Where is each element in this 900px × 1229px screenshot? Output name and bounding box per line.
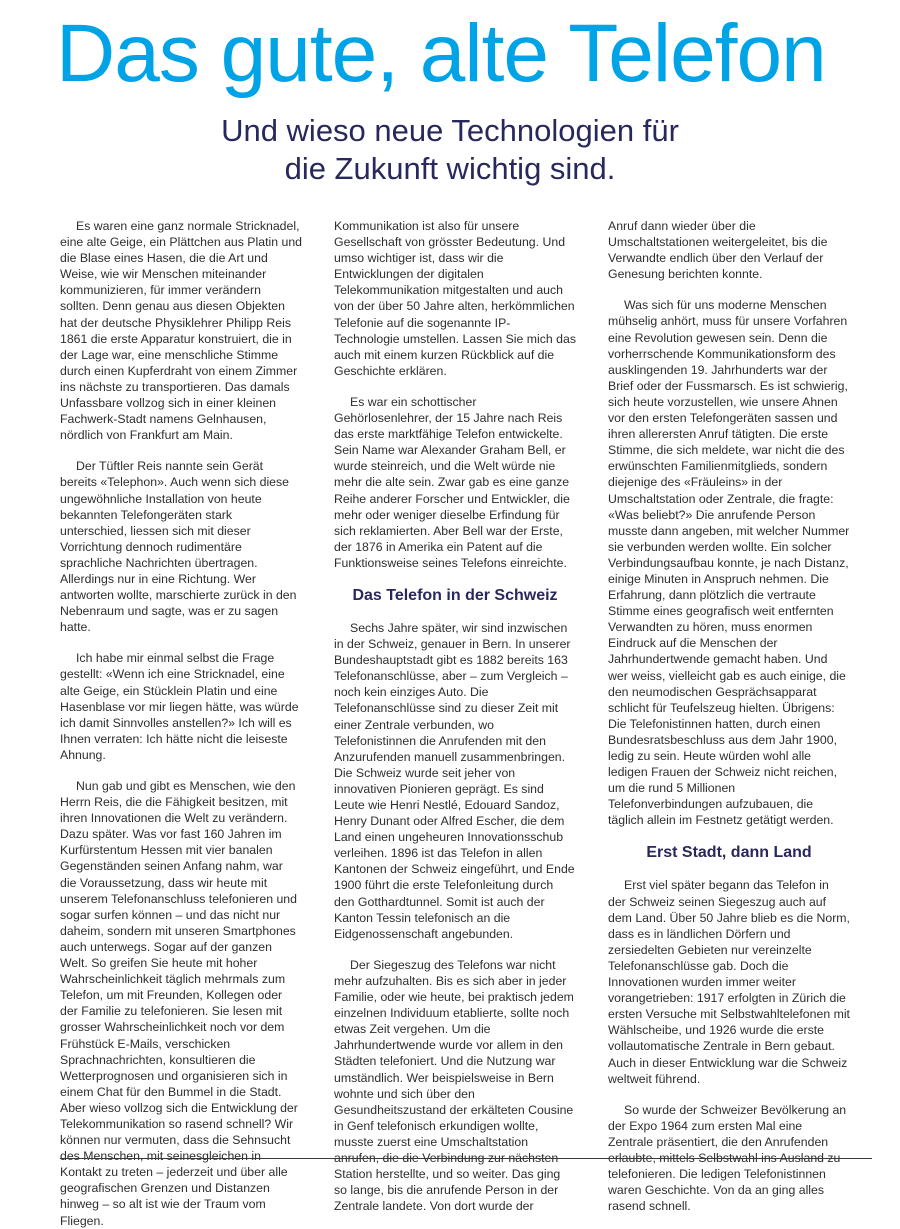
paragraph: So wurde der Schweizer Bevölkerung an der Expo 1964 zum ersten Mal eine Zentrale präsentiert, die den Anrufenden erlaubte, mittels Selbstwahl ins Ausland zu telefonieren. Die ledigen Telefonistinnen waren Geschichte. Von da an ging alles rasend schnell. [608,1102,847,1214]
footer-divider [60,1158,872,1159]
paragraph: Was sich für uns moderne Menschen mühselig anhört, muss für unsere Vorfahren eine Revolution gewesen sein. Denn die vorherrschende Kommunikationsform des ausklingenden 19. Jahrhunderts war der Brief oder der Fussmarsch. Es ist schwierig, sich heute vorzustellen, wie unsere Ahnen vor den ersten Telefongeräten sassen und ihren allerersten Anruf tätigten. Die erste Stimme, die sich meldete, war nicht die des erwünschten Familienmitglieds, sondern diejenige des «Fräuleins» in der Umschaltstation oder Zentrale, die fragte: «Was beliebt?» Die anrufende Person musste dann angeben, mit welcher Nummer sie verbunden werden wollte. Ein solcher Verbindungsaufbau konnte, je nach Distanz, einige Minuten in Anspruch nehmen. Die Erfahrung, dann plötzlich die vertraute Stimme eines geografisch weit entfernten Verwandten zu hören, muss enormen Eindruck auf die Menschen der Jahrhundertwende gemacht haben. Und wer weiss, vielleicht gab es auch einige, die den neumodischen Gesprächsapparat schlicht für Teufelszeug hielten. Übrigens: Die Telefonistinnen hatten, durch einen Bundesratsbeschluss aus dem Jahr 1900, ledig zu sein. Heute würden wohl alle ledigen Frauen der Schweiz nicht reichen, um die rund 5 Millionen Telefonverbindungen aufzubauen, die täglich allein im Festnetz getätigt werden. [608,298,850,828]
article-title: Das gute, alte Telefon [56,8,826,99]
column-2 [334,218,576,1214]
paragraph: Nun gab und gibt es Menschen, wie den Herrn Reis, die die Fähigkeit besitzen, mit ihren Innovationen die Welt zu verändern. Dazu später. Was vor fast 160 Jahren im Kurfürstentum Hessen mit vier banalen Gegenständen seinen Anfang nahm, war die Voraussetzung, dass wir heute mit unserem Telefonanschluss telefonieren und sogar surfen können – und das nicht nur daheim, sondern mit unseren Smartphones auch unterwegs. Sogar auf der ganzen Welt. So greifen Sie heute mit hoher Wahrscheinlichkeit täglich mehrmals zum Telefon, um mit Freunden, Kollegen oder der Familie zu telefonieren. Sie lesen mit grosser Wahrscheinlichkeit noch vor dem Frühstück E-Mails, verschicken Sprachnachrichten, konsultieren die Wetterprognosen und organisieren sich in einem Chat für den Bummel in die Stadt. Aber wieso vollzog sich die Entwicklung der Telekommunikation so rasend schnell? Wir können nur vermuten, dass die Sehnsucht des Menschen, mit seinesgleichen in Kontakt zu treten – jederzeit und über alle geografischen Grenzen und Distanzen hinweg – so alt ist wie der Traum vom Fliegen. [60,779,298,1228]
paragraph: Sechs Jahre später, wir sind inzwischen in der Schweiz, genauer in Bern. In unserer Bundeshauptstadt gibt es 1882 bereits 163 Telefonanschlüsse, aber – zum Vergleich – noch kein einziges Auto. Die Telefonanschlüsse sind zu dieser Zeit mit einer Zentrale verbunden, wo Telefonistinnen die Anrufenden mit den Anzurufenden manuell zusammenbringen. Die Schweiz wurde seit jeher von innovativen Pionieren geprägt. Es sind Leute wie Henri Nestlé, Edouard Sandoz, Henry Dunant oder Alfred Escher, die dem Land einen ungeheuren Innovationsschub verleihen. 1896 ist das Telefon in allen Kantonen der Schweiz eingeführt, und Ende 1900 führt die erste Telefonleitung durch den Gotthardtunnel. Somit ist auch der Kanton Tessin telefonisch an die Eidgenossenschaft angebunden. [334,620,575,941]
paragraph: Der Siegeszug des Telefons war nicht mehr aufzuhalten. Bis es sich aber in jeder Familie, oder wie heute, bei praktisch jedem einzelnen Individuum etablierte, sollte noch etwas Zeit vergehen. Um die Jahrhundertwende wurde vor allem in den Städten telefoniert. Und die Nutzung war umständlich. Wer beispielsweise in Bern wohnte und sich über den Gesundheitszustand der erkälteten Cousine in Genf telefonisch erkundigen wollte, musste zuerst eine Umschaltstation anrufen, die die Verbindung zur nächsten Station herstellte, und so weiter. Das ging so lange, bis die anrufende Person in der Zentrale landete. Von dort wurde der [334,957,574,1214]
section-heading-telefon-schweiz: Das Telefon in der Schweiz [352,586,558,604]
paragraph: Kommunikation ist also für unsere Gesellschaft von grösster Bedeutung. Und umso wichtiger ist, dass wir die Entwicklungen der digitalen Telekommunikation mitgestalten und auch von der über 50 Jahre alten, herkömmlichen Telefonie auf die sogenannte IP-Technologie umstellen. Lassen Sie mich das auch mit einem kurzen Rückblick auf die Geschichte erklären. [334,219,576,378]
section-heading-erst-stadt-dann-land: Erst Stadt, dann Land [646,844,812,862]
subtitle-line-1: Und wieso neue Technologien für [221,113,679,148]
column-3 [608,218,850,1214]
paragraph: Ich habe mir einmal selbst die Frage gestellt: «Wenn ich eine Stricknadel, eine alte Geige, ein Stücklein Platin und eine Hasenblase vor mir liegen hätte, was würde ich damit Sinnvolles anstellen?» Ich will es Ihnen verraten: Ich hätte nicht die leiseste Ahnung. [60,651,299,762]
paragraph: Es war ein schottischer Gehörlosenlehrer, der 15 Jahre nach Reis das erste marktfähige Telefon entwickelte. Sein Name war Alexander Graham Bell, er wurde steinreich, und die Welt würde nie mehr die alte sein. Zwar gab es eine ganze Reihe anderer Forscher und Entwickler, die mehr oder weniger dieselbe Erfindung für sich reklamierten. Aber Bell war der Erste, der 1876 in Amerika ein Patent auf die Funktionsweise seines Telefons einreichte. [334,394,570,570]
paragraph: Der Tüftler Reis nannte sein Gerät bereits «Telephon». Auch wenn sich diese ungewöhnliche Installation von heute bekannten Telefongeräten stark unterschied, liessen sich mit dieser Vorrichtung dennoch rudimentäre sprachliche Nachrichten übertragen. Allerdings nur in eine Richtung. Wer antworten wollte, marschierte zurück in den Nebenraum und sagte, was er zu sagen hatte. [60,459,297,635]
article-body [60,218,850,1228]
article-subtitle [150,112,750,188]
paragraph: Erst viel später begann das Telefon in der Schweiz seinen Siegeszug auch auf dem Land. Über 50 Jahre blieb es die Norm, dass es in ländlichen Dörfern und zersiedelten Gebieten nur vereinzelte Telefonanschlüsse gab. Doch die Innovationen wurden immer weiter vorangetrieben: 1917 erfolgten in Zürich die ersten Versuche mit Selbstwahltelefonen mit Wählscheibe, und 1926 wurde die erste vollautomatische Zentrale in Bern gebaut. Auch in dieser Entwicklung war die Schweiz weltweit führend. [608,878,850,1086]
paragraph: Es waren eine ganz normale Stricknadel, eine alte Geige, ein Plättchen aus Platin und die Blase eines Hasen, die die Art und Weise, wie wir Menschen miteinander kommunizieren, für immer verändern sollten. Denn genau aus diesen Objekten hat der deutsche Physiklehrer Philipp Reis 1861 die erste Apparatur konstruiert, die in der Lage war, eine menschliche Stimme durch einen Kupferdraht von einem Zimmer ins nächste zu transportieren. Das damals Unfassbare vollzog sich in einer kleinen Fachwerk-Stadt namens Gelnhausen, nördlich von Frankfurt am Main. [60,219,303,443]
column-1 [60,218,303,1228]
subtitle-line-2: die Zukunft wichtig sind. [284,151,616,186]
paragraph: Anruf dann wieder über die Umschaltstationen weitergeleitet, bis die Verwandte endlich über den Verlauf der Genesung berichten konnte. [608,219,828,282]
